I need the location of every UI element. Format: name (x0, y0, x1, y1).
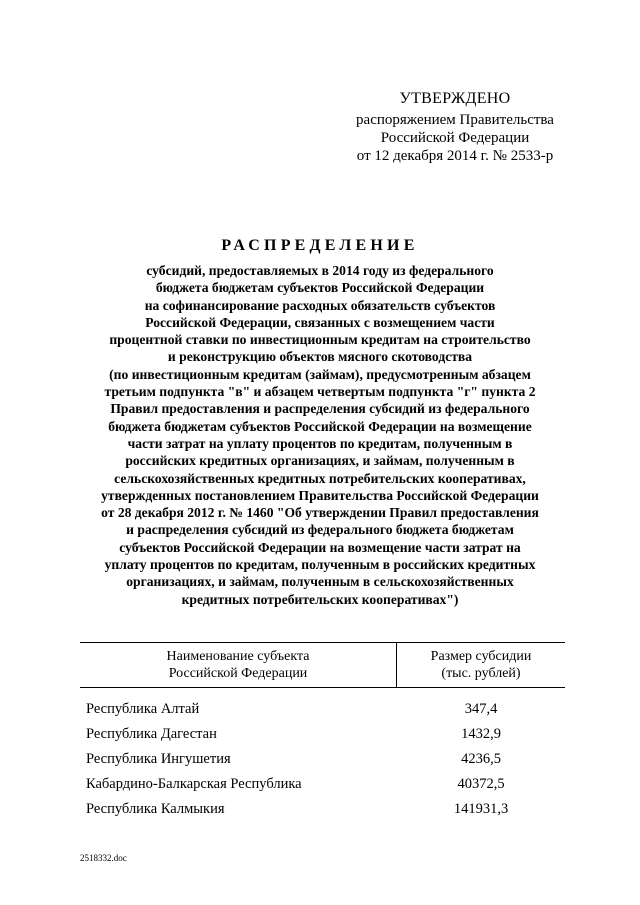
table-row (0, 776, 640, 801)
table-header-size (397, 648, 565, 682)
subtitle-line: субъектов Российской Федерации на возмещение части затрат на (119, 539, 521, 555)
subtitle-line: третьим подпункта "в" и абзацем четвертым подпункта "г" пункта 2 (104, 384, 536, 400)
table-header-name (80, 648, 396, 682)
table-row (0, 701, 640, 726)
approval-line: распоряжением Правительства (356, 112, 554, 128)
region-name: Республика Ингушетия (86, 751, 231, 767)
region-name: Кабардино-Балкарская Республика (86, 776, 302, 792)
footer-filename: 2518332.doc (80, 853, 127, 863)
region-name: Республика Дагестан (86, 726, 217, 742)
subsidy-amount: 40372,5 (457, 776, 505, 792)
region-name: Республика Калмыкия (86, 801, 225, 817)
subtitle-line: уплату процентов по кредитам, полученным в российских кредитных (104, 557, 536, 573)
header-name-line: Российской Федерации (168, 666, 308, 681)
subtitle-line: и реконструкцию объектов мясного скотоводства (167, 349, 473, 365)
subtitle-line: бюджета бюджетам субъектов Российской Федерации на возмещение (108, 418, 532, 434)
table-row (0, 801, 640, 826)
approval-date-line: от 12 декабря 2014 г. № 2533-р (356, 148, 554, 164)
table-top-rule (80, 642, 565, 643)
subtitle-line: процентной ставки по инвестиционным кредитам на строительство (109, 332, 531, 348)
subtitle-line: бюджета бюджетам субъектов Российской Федерации (155, 280, 485, 296)
document-title: РАСПРЕДЕЛЕНИЕ (221, 237, 419, 254)
subtitle-line: и распределения субсидий из федерального бюджета бюджетам (126, 522, 514, 538)
approval-title: УТВЕРЖДЕНО (399, 90, 511, 107)
subtitle-line: сельскохозяйственных кредитных потребительских кооперативах, (114, 470, 526, 486)
table-row (0, 751, 640, 776)
document-subtitle (70, 262, 570, 608)
table-row (0, 726, 640, 751)
subsidy-amount: 1432,9 (461, 726, 501, 742)
subtitle-line: российских кредитных организациях, и займам, полученным в (125, 453, 515, 469)
subsidy-amount: 347,4 (464, 701, 498, 717)
table-header-rule (80, 687, 565, 688)
approval-line: Российской Федерации (380, 130, 530, 146)
subtitle-line: части затрат на уплату процентов по кредитам, полученным в (127, 435, 513, 451)
subtitle-line: субсидий, предоставляемых в 2014 году из федерального (146, 263, 494, 278)
header-name-line: Наименование субъекта (166, 649, 310, 664)
subtitle-line: от 28 декабря 2012 г. № 1460 "Об утверждении Правил предоставления (101, 505, 539, 521)
subsidy-amount: 4236,5 (461, 751, 501, 767)
subtitle-line: организациях, и займам, полученным в сельскохозяйственных (126, 574, 514, 590)
region-name: Республика Алтай (86, 701, 200, 717)
subtitle-line: (по инвестиционным кредитам (займам), предусмотренным абзацем (109, 366, 531, 382)
subtitle-line: кредитных потребительских кооперативах") (181, 591, 459, 607)
subtitle-line: на софинансирование расходных обязательств субъектов (144, 297, 496, 313)
header-size-line: Размер субсидии (430, 649, 532, 664)
approval-block (330, 90, 580, 165)
subsidy-amount: 141931,3 (453, 801, 509, 817)
subtitle-line: Российской Федерации, связанных с возмещением части (145, 314, 495, 330)
table-body (0, 701, 640, 826)
subtitle-line: утвержденных постановлением Правительства Российской Федерации (101, 487, 539, 503)
header-size-line: (тыс. рублей) (441, 666, 521, 681)
subtitle-line: Правил предоставления и распределения субсидий из федерального (110, 401, 530, 417)
